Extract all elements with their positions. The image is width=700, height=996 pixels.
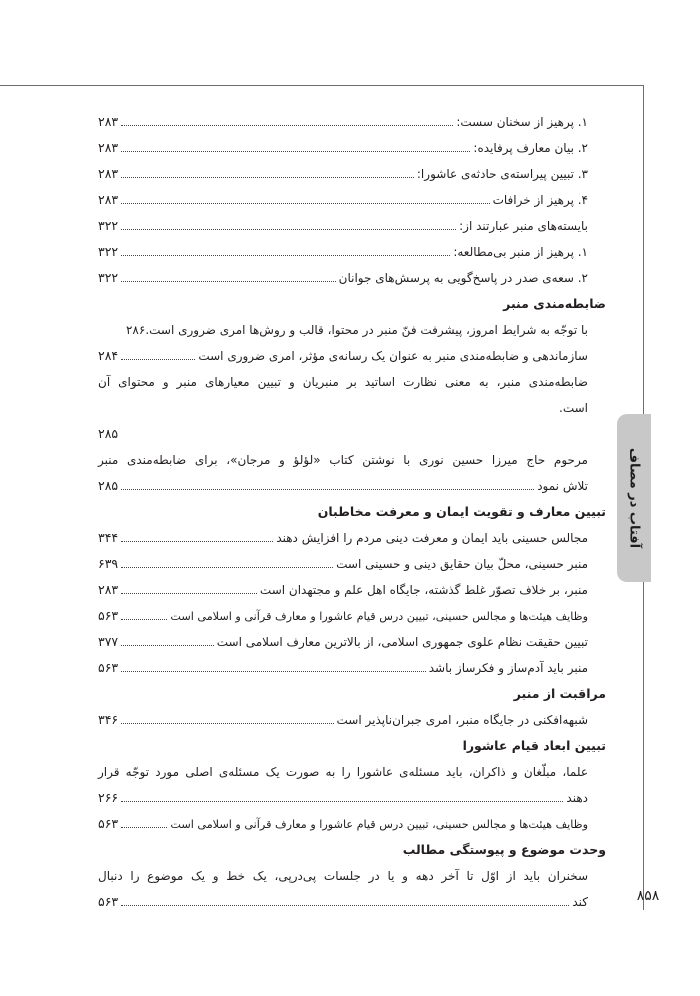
entry-page: ۲۸۳ xyxy=(98,582,119,597)
entry-page: ۲۶۶ xyxy=(98,790,119,805)
entry-text-continued: تلاش نمود xyxy=(537,479,588,493)
entry-page: ۲۸۵ xyxy=(98,478,119,493)
dot-leader xyxy=(121,489,534,490)
entry-page: ۲۸۵ xyxy=(98,426,119,441)
entry-text: سخنران باید از اوّل تا آخر دهه و یا در جلسات پی‌درپی، یک خط و یک موضوع را دنبال xyxy=(98,869,588,883)
index-entry xyxy=(98,603,606,629)
entry-page: ۲۸۳ xyxy=(98,192,119,207)
dot-leader xyxy=(121,151,470,152)
entry-page: ۶۳۹ xyxy=(98,556,119,571)
dot-leader xyxy=(121,359,195,360)
entry-page: ۵۶۳ xyxy=(98,660,119,675)
entry-page: ۲۸۴ xyxy=(98,348,119,363)
entry-text: مجالس حسینی باید ایمان و معرفت دینی مردم را افزایش دهند xyxy=(276,531,588,545)
entry-text: علما، مبلّغان و ذاکران، باید مسئله‌ی عاشورا را به صورت یک مسئله‌ی اصلی مورد توجّه قرار xyxy=(98,765,588,779)
dot-leader xyxy=(121,645,214,646)
index-entry xyxy=(98,759,606,811)
dot-leader xyxy=(121,905,569,906)
entry-text: منبر حسینی، محلّ بیان حقایق دینی و حسینی است xyxy=(336,557,588,571)
entry-text: با توجّه به شرایط امروز، پیشرفت فنّ منبر در محتوا، قالب و روش‌ها امری ضروری است.۲۸۶ xyxy=(125,323,588,337)
dot-leader xyxy=(121,177,414,178)
entry-page: ۵۶۳ xyxy=(98,894,119,909)
dot-leader xyxy=(121,619,167,620)
toc-entry xyxy=(98,187,606,213)
entry-page: ۳۲۲ xyxy=(98,270,119,285)
entry-text: ۱. پرهیز از منبر بی‌مطالعه: xyxy=(453,245,588,259)
toc-entry xyxy=(98,161,606,187)
entry-page: ۳۲۲ xyxy=(98,218,119,233)
entry-text: ۴. پرهیز از خرافات xyxy=(492,193,588,207)
section-heading: ضابطه‌مندی منبر xyxy=(503,296,606,311)
entry-text: شبهه‌افکنی در جایگاه منبر، امری جبران‌ناپذیر است xyxy=(336,713,588,727)
index-entry xyxy=(98,811,606,837)
entry-text: ۲. سعه‌ی صدر در پاسخ‌گویی به پرسش‌های جوانان xyxy=(338,271,588,285)
entry-page: ۳۴۶ xyxy=(98,712,119,727)
index-entry xyxy=(98,369,606,447)
dot-leader xyxy=(121,567,333,568)
entry-page: ۲۸۳ xyxy=(98,166,119,181)
entry-page: ۳۴۴ xyxy=(98,530,119,545)
entry-text: وظایف هیئت‌ها و مجالس حسینی، تبیین درس قیام عاشورا و معارف قرآنی و اسلامی است xyxy=(170,818,588,831)
toc-entry xyxy=(98,109,606,135)
book-title: آفتاب در مصاف xyxy=(626,447,642,549)
entry-text: سازماندهی و ضابطه‌مندی منبر به عنوان یک رسانه‌ی مؤثر، امری ضروری است xyxy=(198,349,588,363)
dot-leader xyxy=(121,541,273,542)
dot-leader xyxy=(121,827,167,828)
entry-text: منبر باید آدم‌ساز و فکرساز باشد xyxy=(428,661,588,675)
dot-leader xyxy=(121,125,453,126)
entry-text: ۱. پرهیز از سخنان سست: xyxy=(456,115,588,129)
dot-leader xyxy=(121,281,336,282)
entry-text: مرحوم حاج میرزا حسین نوری با نوشتن کتاب «لؤلؤ و مرجان»، برای ضابطه‌مندی منبر xyxy=(98,453,588,467)
page-number: ۸۵۸ xyxy=(636,888,660,904)
dot-leader xyxy=(121,723,333,724)
entry-text: ۲. بیان معارف پرفایده: xyxy=(473,141,588,155)
entry-text-continued: کند xyxy=(572,895,588,909)
toc-entry xyxy=(98,135,606,161)
dot-leader xyxy=(121,255,450,256)
dot-leader xyxy=(121,801,563,802)
page-frame-top-rule xyxy=(0,85,643,86)
entry-page: ۳۲۲ xyxy=(98,244,119,259)
entry-text: ضابطه‌مندی منبر، به معنی نظارت اساتید بر منبریان و تبیین معیارهای منبر و محتوای آن xyxy=(98,375,588,389)
index-entry xyxy=(98,629,606,655)
entry-page: ۵۶۳ xyxy=(98,816,119,831)
index-entry xyxy=(98,655,606,681)
section-heading: تبیین ابعاد قیام عاشورا xyxy=(462,738,606,753)
section-heading: مراقبت از منبر xyxy=(513,686,606,701)
entry-page: ۲۸۳ xyxy=(98,140,119,155)
index-entry xyxy=(98,343,606,369)
entry-text-continued: است. xyxy=(559,401,588,415)
index-entry xyxy=(98,551,606,577)
dot-leader xyxy=(121,671,426,672)
entry-text: وظایف هیئت‌ها و مجالس حسینی، تبیین درس قیام عاشورا و معارف قرآنی و اسلامی است xyxy=(170,610,588,623)
dot-leader xyxy=(121,593,257,594)
entry-text: ۳. تبیین پیراسته‌ی حادثه‌ی عاشورا: xyxy=(416,167,588,181)
index-entry xyxy=(98,577,606,603)
entry-text: منبر، بر خلاف تصوّر غلط گذشته، جایگاه اهل علم و مجتهدان است xyxy=(259,583,588,597)
dot-leader xyxy=(121,229,456,230)
index-entry xyxy=(98,447,606,499)
entry-page: ۵۶۳ xyxy=(98,608,119,623)
side-tab xyxy=(617,414,651,582)
index-content xyxy=(98,109,606,915)
section-heading: وحدت موضوع و پیوستگی مطالب xyxy=(402,842,606,857)
toc-entry xyxy=(98,239,606,265)
index-entry xyxy=(98,525,606,551)
entry-page: ۲۸۳ xyxy=(98,114,119,129)
entry-text: بایسته‌های منبر عبارتند از: xyxy=(459,219,588,233)
toc-entry xyxy=(98,265,606,291)
index-entry xyxy=(98,707,606,733)
entry-text-continued: دهند xyxy=(566,791,588,805)
toc-entry xyxy=(98,213,606,239)
section-heading: تبیین معارف و تقویت ایمان و معرفت مخاطبان xyxy=(317,504,606,519)
entry-page: ۳۷۷ xyxy=(98,634,119,649)
dot-leader xyxy=(121,203,489,204)
index-entry xyxy=(98,863,606,915)
entry-text: تبیین حقیقت نظام علوی جمهوری اسلامی، از بالاترین معارف اسلامی است xyxy=(216,635,588,649)
index-entry xyxy=(98,317,606,343)
